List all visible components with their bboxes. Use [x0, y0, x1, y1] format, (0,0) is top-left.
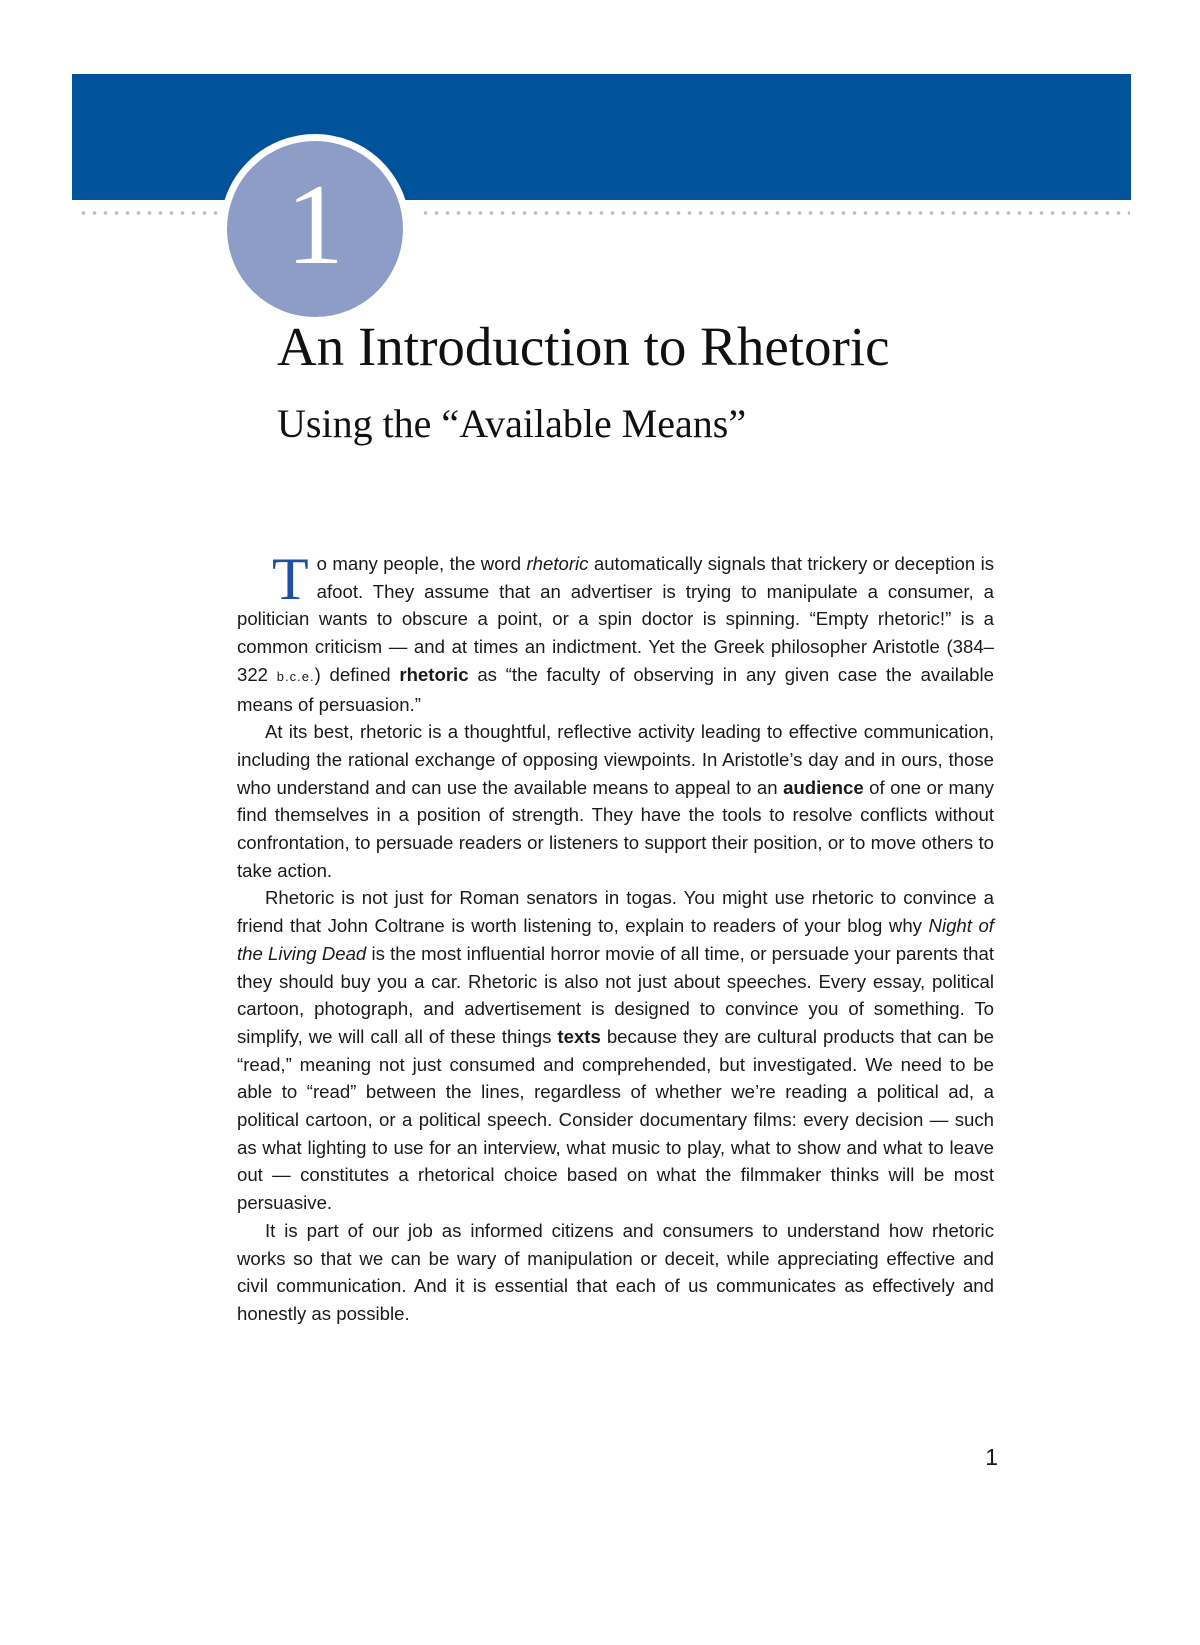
paragraph-3-text-c: because they are cultural products that can be “read,” meaning not just consumed and comprehended, but investigated. We need to be able to “read” between the lines, regardless of whether we’re reading a political ad, a political cartoon, or a political speech. Consider documentary films: every decision — such as what lighting to use for an interview, what music to play, what to show and what to leave out — constitutes a rhetorical choice based on what the filmmaker thinks will be most persuasive.: [237, 1025, 995, 1214]
paragraph-4-text: It is part of our job as informed citizens and consumers to understand how rhetoric works so that we can be wary of manipulation or deceit, while appreciating effective and civil communication. And it is essential that each of us communicates as effectively and honestly as possible.: [237, 1219, 994, 1324]
chapter-number: 1: [286, 161, 344, 289]
paragraph-1: [237, 546, 994, 718]
paragraph-1-text-d: as “the faculty of observing in any given case the available means of persuasion.”: [237, 663, 994, 715]
paragraph-3-text-b: is the most influential horror movie of all time, or persuade your parents that they should buy you a car. Rhetoric is also not just about speeches. Every essay, political cartoon, photograph, and advertisement is designed to convince you of something. To simplify, we will call all of these things: [237, 942, 994, 1047]
paragraph-1-text-c: ) defined: [314, 663, 400, 685]
paragraph-4: [237, 1217, 994, 1328]
chapter-title: An Introduction to Rhetoric: [277, 316, 890, 377]
chapter-subtitle: Using the “Available Means”: [277, 401, 747, 446]
dotted-rule-left: [78, 210, 228, 216]
paragraph-1-text-a: o many people, the word: [316, 553, 527, 574]
film-title-italic: Night of the Living Dead: [237, 915, 994, 964]
chapter-number-badge: [220, 134, 410, 324]
key-term-texts: texts: [557, 1025, 601, 1047]
paragraph-1-text-b: automatically signals that trickery or deception is afoot. They assume that an advertiser is trying to manipulate a consumer, a politician wants to obscure a point, or a spin doctor is spinning. “Empty rhetoric!” is a common criticism — and at times an indictment. Yet the Greek philosopher Aristotle (384–322: [237, 553, 994, 685]
chapter-body: [237, 546, 995, 1328]
term-rhetoric-italic: rhetoric: [526, 553, 589, 574]
drop-cap: T: [272, 546, 309, 612]
paragraph-2-text-a: At its best, rhetoric is a thoughtful, reflective activity leading to effective communication, including the rational exchange of opposing viewpoints. In Aristotle’s day and in ours, those who understand and can use the available means to appeal to an: [237, 721, 994, 798]
page-number: 1: [985, 1444, 998, 1470]
paragraph-3: [237, 884, 994, 1216]
dotted-rule-right: [420, 210, 1130, 216]
paragraph-2-text-b: of one or many find themselves in a position of strength. They have the tools to resolve conflicts without confrontation, to persuade readers or listeners to support their position, or to move others to take action.: [237, 776, 994, 881]
key-term-rhetoric: rhetoric: [399, 663, 469, 685]
key-term-audience: audience: [783, 776, 864, 798]
paragraph-3-text-a: Rhetoric is not just for Roman senators in togas. You might use rhetoric to convince a friend that John Coltrane is worth listening to, explain to readers of your blog why: [237, 887, 994, 937]
paragraph-2: [237, 718, 994, 884]
era-abbreviation: b.c.e.: [276, 668, 315, 684]
